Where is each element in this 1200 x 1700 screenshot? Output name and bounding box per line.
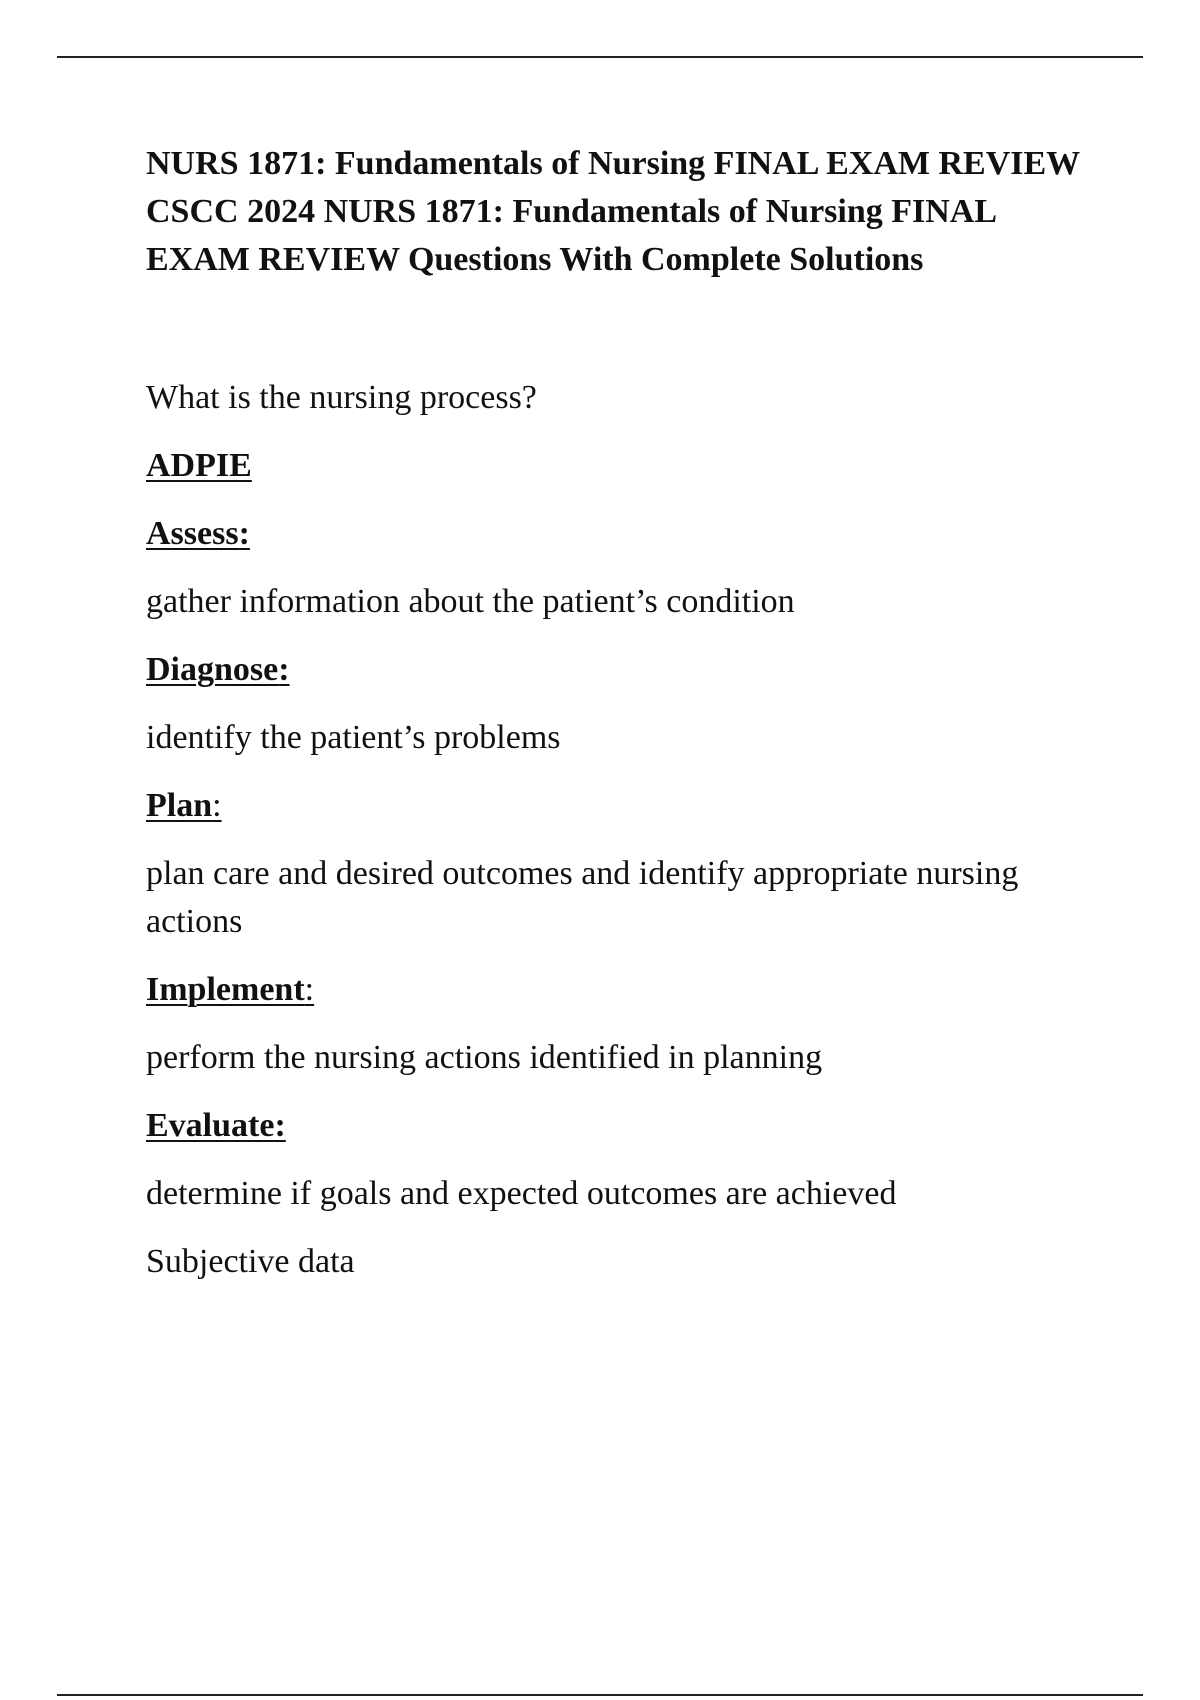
step-heading-implement	[146, 966, 1106, 1014]
bottom-rule	[57, 1694, 1143, 1696]
step-heading-plan	[146, 782, 1106, 830]
acronym-label: ADPIE	[146, 447, 252, 484]
document-body	[146, 140, 1106, 1306]
step-heading-evaluate	[146, 1102, 1106, 1150]
step-term: Implement	[146, 971, 305, 1008]
step-term: Assess	[146, 515, 239, 552]
step-colon: :	[212, 787, 222, 824]
trailing-text: Subjective data	[146, 1243, 355, 1280]
nursing-process-section	[146, 374, 1106, 1286]
step-description-evaluate: determine if goals and expected outcomes are achieved	[146, 1175, 897, 1212]
step-colon: :	[238, 515, 250, 552]
document-title: NURS 1871: Fundamentals of Nursing FINAL EXAM REVIEW CSCC 2024 NURS 1871: Fundamentals of Nursing FINAL EXAM REVIEW Questions With Complete Solutions	[146, 145, 1080, 278]
acronym-heading	[146, 442, 1106, 490]
step-colon: :	[274, 1107, 286, 1144]
step-description-diagnose: identify the patient’s problems	[146, 719, 561, 756]
top-rule	[57, 56, 1143, 58]
step-description-plan: plan care and desired outcomes and identify appropriate nursing actions	[146, 855, 1019, 940]
step-description-implement: perform the nursing actions identified in planning	[146, 1039, 823, 1076]
step-colon: :	[278, 651, 290, 688]
step-description-assess: gather information about the patient’s condition	[146, 583, 795, 620]
step-heading-assess	[146, 510, 1106, 558]
question-text: What is the nursing process?	[146, 379, 537, 416]
step-term: Plan	[146, 787, 213, 824]
step-term: Diagnose	[146, 651, 279, 688]
step-colon: :	[304, 971, 315, 1008]
step-heading-diagnose	[146, 646, 1106, 694]
step-term: Evaluate	[146, 1107, 275, 1144]
